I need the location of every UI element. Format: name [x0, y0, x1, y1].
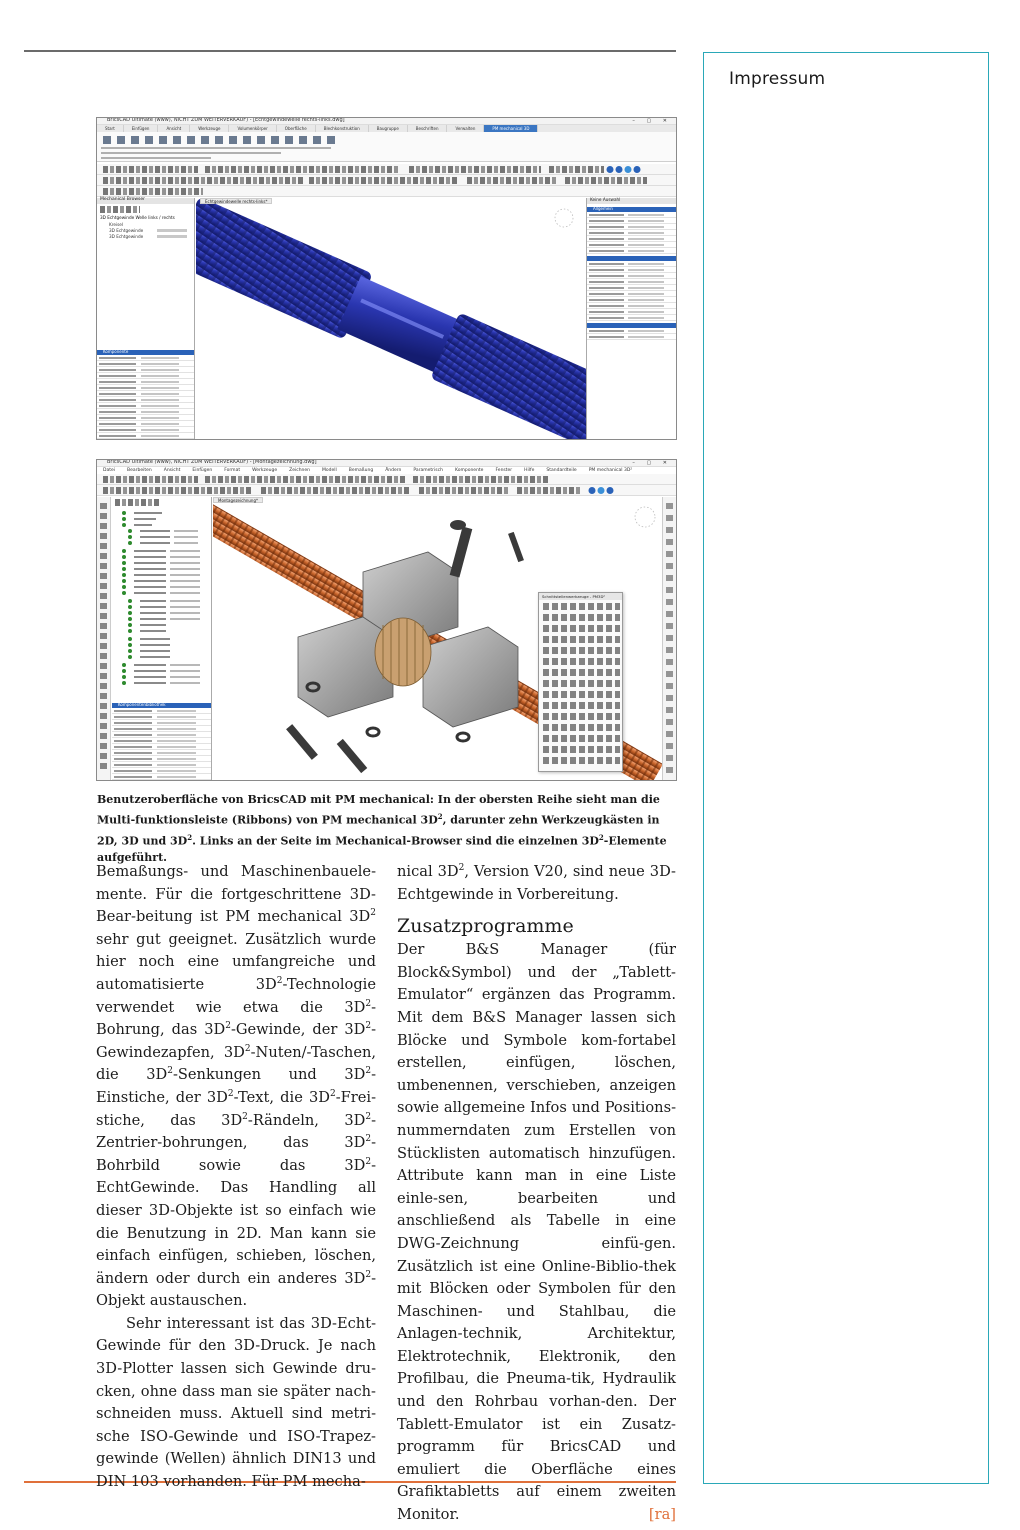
window-title: BricsCAD Ultimate (www), NICHT ZUM WEITERVERKAUF) - [Montagezeichnung.dwg]: [107, 459, 317, 465]
tab-start[interactable]: Start: [97, 125, 124, 132]
threaded-shaft-model[interactable]: [196, 198, 586, 440]
properties-panel: Keine Auswahl Allgemein: [586, 198, 677, 440]
tree-item[interactable]: 3D Echtgewinde: [109, 234, 144, 239]
toolbar-icons[interactable]: [409, 166, 541, 173]
toolbar-icons[interactable]: [549, 166, 604, 173]
window-controls-icon[interactable]: – ▢ ✕: [632, 118, 672, 124]
figure-caption: Benutzeroberfläche von BricsCAD mit PM mechanical: In der obersten Reihe sieht man die Multi-funktionsleiste (Ribbons) von PM mechanical $3D^2$, darunter zehn Werkzeugkästen in 2D, 3D und $3D^2$. Links an der Seite im Mechanical-Browser sind die einzelnen $3D^2$-Elemente aufgeführt.: [97, 793, 667, 865]
window-titlebar: [97, 460, 676, 467]
tab-werkzeuge[interactable]: Werkzeuge: [190, 125, 229, 132]
sidebar-title: Impressum: [729, 69, 826, 89]
toolbar-row-3: [97, 186, 676, 197]
menu-item[interactable]: Bearbeiten: [127, 468, 152, 473]
menu-item[interactable]: Parametrisch: [413, 468, 443, 473]
toolbar-icons[interactable]: [309, 177, 459, 184]
menu-item[interactable]: Datei: [103, 468, 116, 473]
vertical-toolbar[interactable]: [97, 497, 111, 781]
tree-item[interactable]: Kreisel: [109, 222, 124, 227]
toolbar-icons[interactable]: [261, 487, 411, 494]
toolbar-icons[interactable]: [517, 487, 582, 494]
menu-item[interactable]: Komponente: [454, 468, 484, 473]
tab-ansicht[interactable]: Ansicht: [158, 125, 190, 132]
tab-oberflaeche[interactable]: Oberfläche: [277, 125, 316, 132]
home-icon[interactable]: [587, 486, 623, 495]
paragraph: Der B&S Manager (für Block&Symbol) und der „Tablett-Emulator“ ergänzen das Programm. Mit dem B&S Manager lassen sich Blöcke und Symbole kom-fortabel erstellen, einfügen, löschen, umbenennen, verschieben, anzeigen sowie allgemeine Infos und Positions-nummerndaten zum Erstellen von Stücklisten automatisch hinzufügen. Attribute kann man in eine Liste einle-sen, bearbeiten und anschließend als Tabelle in eine DWG-Zeichnung einfü-gen. Zusätzlich ist eine Online-Biblio-thek mit Blöcken oder Symbolen für den Maschinen- und Stahlbau, die Anlagen-technik, Architektur, Elektrotechnik, Elektronik, den Profilbau, die Pneuma-tik, Hydraulik und den Rohrbau vorhan-den. Der Tablett-Emulator ist ein Zusatz-programm für BricsCAD und emuliert die Oberfläche eines Grafiktabletts auf einem zweiten Monitor. [ra]: [397, 939, 676, 1526]
document-tab[interactable]: Montagezeichnung*: [213, 497, 263, 503]
tree-root[interactable]: 3D Echtgewinde Welle links / rechts: [100, 215, 175, 220]
mechanical-browser: [97, 198, 195, 440]
drawing-canvas[interactable]: [196, 198, 586, 440]
menu-item[interactable]: Ändern: [385, 468, 402, 473]
drawing-canvas[interactable]: [213, 497, 663, 781]
browser-title: Mechanical Browser: [100, 197, 145, 202]
toolbar-icons[interactable]: [103, 476, 198, 483]
toolbar-row-2: [97, 485, 676, 496]
tab-verwalten[interactable]: Verwalten: [447, 125, 484, 132]
toolbar-icons[interactable]: [467, 177, 557, 184]
toolbar-icons[interactable]: [419, 487, 509, 494]
toolbar-icons[interactable]: [205, 476, 405, 483]
toolbar-icons[interactable]: [103, 188, 203, 195]
tree-item[interactable]: 3D Echtgewinde: [109, 228, 144, 233]
tab-beschriften[interactable]: Beschriften: [408, 125, 448, 132]
window-titlebar: [97, 118, 676, 125]
window-controls-icon[interactable]: – ▢ ✕: [632, 460, 672, 466]
toolbar-icons[interactable]: [565, 177, 647, 184]
tab-blech[interactable]: Blechkonstruktion: [316, 125, 369, 132]
right-vertical-toolbar[interactable]: [662, 497, 676, 781]
paragraph: Sehr interessant ist das 3D-Echt-Gewinde für den 3D-Druck. Je nach 3D-Plotter lassen sich Gewinde dru-cken, ohne dass man sie später nach-schneiden muss. Aktuell sind metri-sche ISO-Gewinde und ISO-Trapez-gewinde (Wellen) ähnlich DIN13 und DIN 103 vorhanden. Für PM mecha-: [96, 1314, 376, 1491]
ribbon-buttons-icon[interactable]: [97, 132, 677, 162]
impressum-sidebar: [703, 52, 989, 1484]
screenshot-bricscad-thread-shaft: [96, 117, 677, 440]
menu-item[interactable]: Zeichnen: [289, 468, 311, 473]
ribbon-panel: [97, 132, 676, 162]
props-header: Komponentenbibliothek: [112, 703, 211, 708]
author-tag: [ra]: [648, 1506, 676, 1524]
article-column-left: [96, 861, 376, 1494]
ribbon-tabs: [97, 125, 676, 132]
toolbox-icons[interactable]: [543, 603, 620, 765]
toolbar-icons[interactable]: [103, 487, 253, 494]
menu-item[interactable]: Hilfe: [524, 468, 535, 473]
floating-toolbox[interactable]: [538, 592, 623, 772]
compass-icon: [635, 507, 655, 527]
menu-item[interactable]: Ansicht: [163, 468, 181, 473]
paragraph: nical $3D^2$, Version V20, sind neue 3D-Echtgewinde in Vorbereitung.: [397, 863, 676, 903]
tab-pm-mechanical[interactable]: PM mechanical 3D: [484, 125, 538, 132]
menu-item[interactable]: Fenster: [495, 468, 513, 473]
props-header: Komponente: [97, 350, 194, 355]
menu-item[interactable]: PM mechanical 3D²: [588, 468, 633, 473]
menu-bar: [97, 467, 676, 474]
toolbar-row-1: [97, 164, 676, 175]
screenshot-bricscad-assembly: [96, 459, 677, 781]
menu-item[interactable]: Standardteile: [546, 468, 577, 473]
menu-item[interactable]: Format: [224, 468, 241, 473]
browser-tree[interactable]: [112, 509, 212, 699]
section-heading: Zusatzprogramme: [397, 915, 574, 938]
article-column-right: [397, 861, 676, 1527]
menu-item[interactable]: Bemaßung: [348, 468, 374, 473]
toolbar-row-2: [97, 175, 676, 186]
toolbar-icons[interactable]: [413, 476, 548, 483]
menu-item[interactable]: Modell: [322, 468, 337, 473]
browser-toolbar-icons[interactable]: [115, 499, 160, 506]
menu-item[interactable]: Einfügen: [192, 468, 213, 473]
tab-volumenkoerper[interactable]: Volumenkörper: [229, 125, 276, 132]
tab-einfuegen[interactable]: Einfügen: [124, 125, 159, 132]
menu-item[interactable]: Werkzeuge: [252, 468, 278, 473]
home-icon[interactable]: [605, 165, 645, 174]
top-rule: [24, 50, 676, 52]
toolbar-row-1: [97, 474, 676, 485]
toolbar-icons[interactable]: [205, 166, 400, 173]
tab-baugruppe[interactable]: Baugruppe: [369, 125, 408, 132]
compass-icon: [555, 209, 573, 227]
window-title: BricsCAD Ultimate (www), NICHT ZUM WEITERVERKAUF) - [Echtgewindewelle rechts-links.dwg]: [107, 117, 345, 123]
toolbar-icons[interactable]: [103, 166, 198, 173]
toolbar-icons[interactable]: [103, 177, 303, 184]
mechanical-browser: [112, 497, 212, 781]
document-tab[interactable]: Echtgewindewelle rechts-links*: [200, 198, 272, 204]
floating-toolbox-title: Schnittstellenwerkzeuge - PM3D²: [539, 593, 622, 600]
browser-toolbar-icons[interactable]: [100, 206, 140, 213]
paragraph: Bemaßungs- und Maschinenbauele-mente. Für die fortgeschrittene 3D-Bear-beitung ist PM mechanical $3D^2$ sehr gut geeignet. Zusätzlich wurde hier noch eine umfangreiche und automatisierte $3D^2$-Technologie verwendet wie etwa die $3D^2$-Bohrung, das $3D^2$-Gewinde, der $3D^2$-Gewindezapfen, $3D^2-Nuten/$-Taschen, die $3D^2$-Senkungen und $3D^2$-Einstiche, der $3D^2$-Text, die $3D^2-Frei$-stiche, das $3D^2$-Rändeln, $3D^2-Zentrier$-bohrungen, das $3D^2$-Bohrbild sowie das $3D^2$-EchtGewinde. Das Handling all dieser 3D-Objekte ist so einfach wie die Benutzung in 2D. Man kann sie einfach einfügen, schieben, löschen, ändern oder durch ein anderes $3D^2$-Objekt austauschen.: [96, 863, 377, 1310]
